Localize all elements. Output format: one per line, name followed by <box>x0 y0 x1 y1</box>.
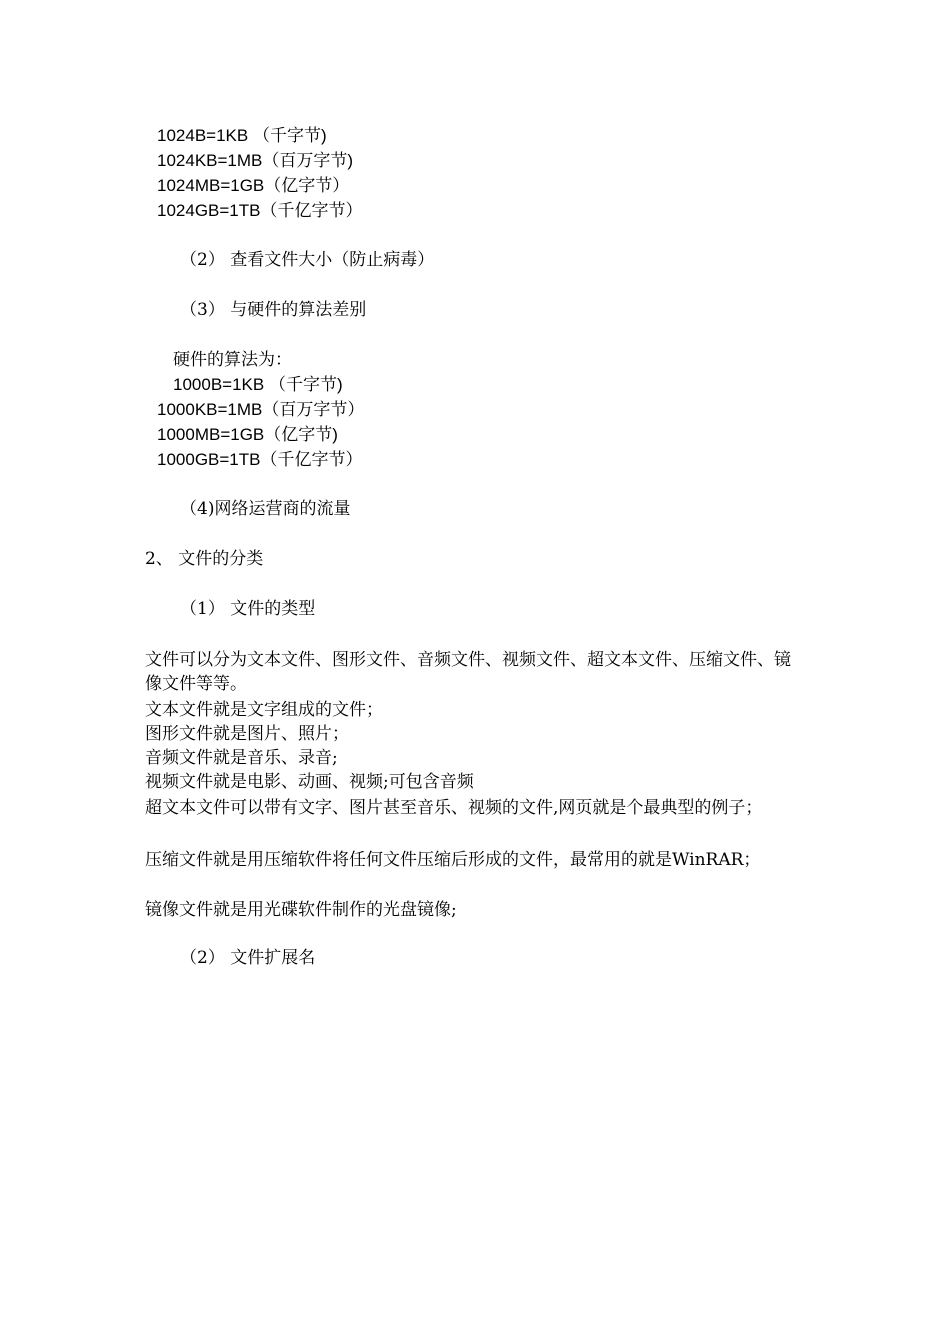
hardware-title: 硬件的算法为： <box>173 350 292 370</box>
unit-line-kb: 1024B=1KB （千字节) <box>157 126 327 145</box>
hardware-line-tb: 1000GB=1TB（千亿字节） <box>157 450 363 469</box>
paragraph-image-files: 图形文件就是图片、照片； <box>145 724 349 744</box>
hardware-line-kb: 1000B=1KB （千字节) <box>173 375 343 394</box>
paragraph-image-disc-files: 镜像文件就是用光碟软件制作的光盘镜像; <box>145 900 457 920</box>
paragraph-file-categories: 文件可以分为文本文件、图形文件、音频文件、视频文件、超文本文件、压缩文件、镜像文件等等。 <box>145 650 791 694</box>
sub-file-extension: （2） 文件扩展名 <box>180 948 316 968</box>
paragraph-text-files: 文本文件就是文字组成的文件； <box>145 700 383 720</box>
paragraph-compressed-files: 压缩文件就是用压缩软件将任何文件压缩后形成的文件，最常用的就是WinRAR； <box>145 850 761 870</box>
sub-file-types: （1） 文件的类型 <box>180 599 316 619</box>
section-file-classification: 2、 文件的分类 <box>145 549 264 569</box>
unit-line-mb: 1024KB=1MB（百万字节) <box>157 151 354 170</box>
paragraph-hypertext-files: 超文本文件可以带有文字、图片甚至音乐、视频的文件,网页就是个最典型的例子； <box>145 798 763 818</box>
item-network-traffic: （4)网络运营商的流量 <box>180 499 351 519</box>
unit-line-tb: 1024GB=1TB（千亿字节） <box>157 201 363 220</box>
item-hardware-difference: （3） 与硬件的算法差别 <box>180 300 367 320</box>
unit-line-gb: 1024MB=1GB（亿字节） <box>157 176 350 195</box>
hardware-line-gb: 1000MB=1GB（亿字节) <box>157 425 338 444</box>
item-check-file-size: （2） 查看文件大小（防止病毒） <box>180 250 435 270</box>
paragraph-audio-files: 音频文件就是音乐、录音; <box>145 748 338 768</box>
paragraph-video-files: 视频文件就是电影、动画、视频;可包含音频 <box>145 772 474 792</box>
hardware-line-mb: 1000KB=1MB（百万字节） <box>157 400 365 419</box>
